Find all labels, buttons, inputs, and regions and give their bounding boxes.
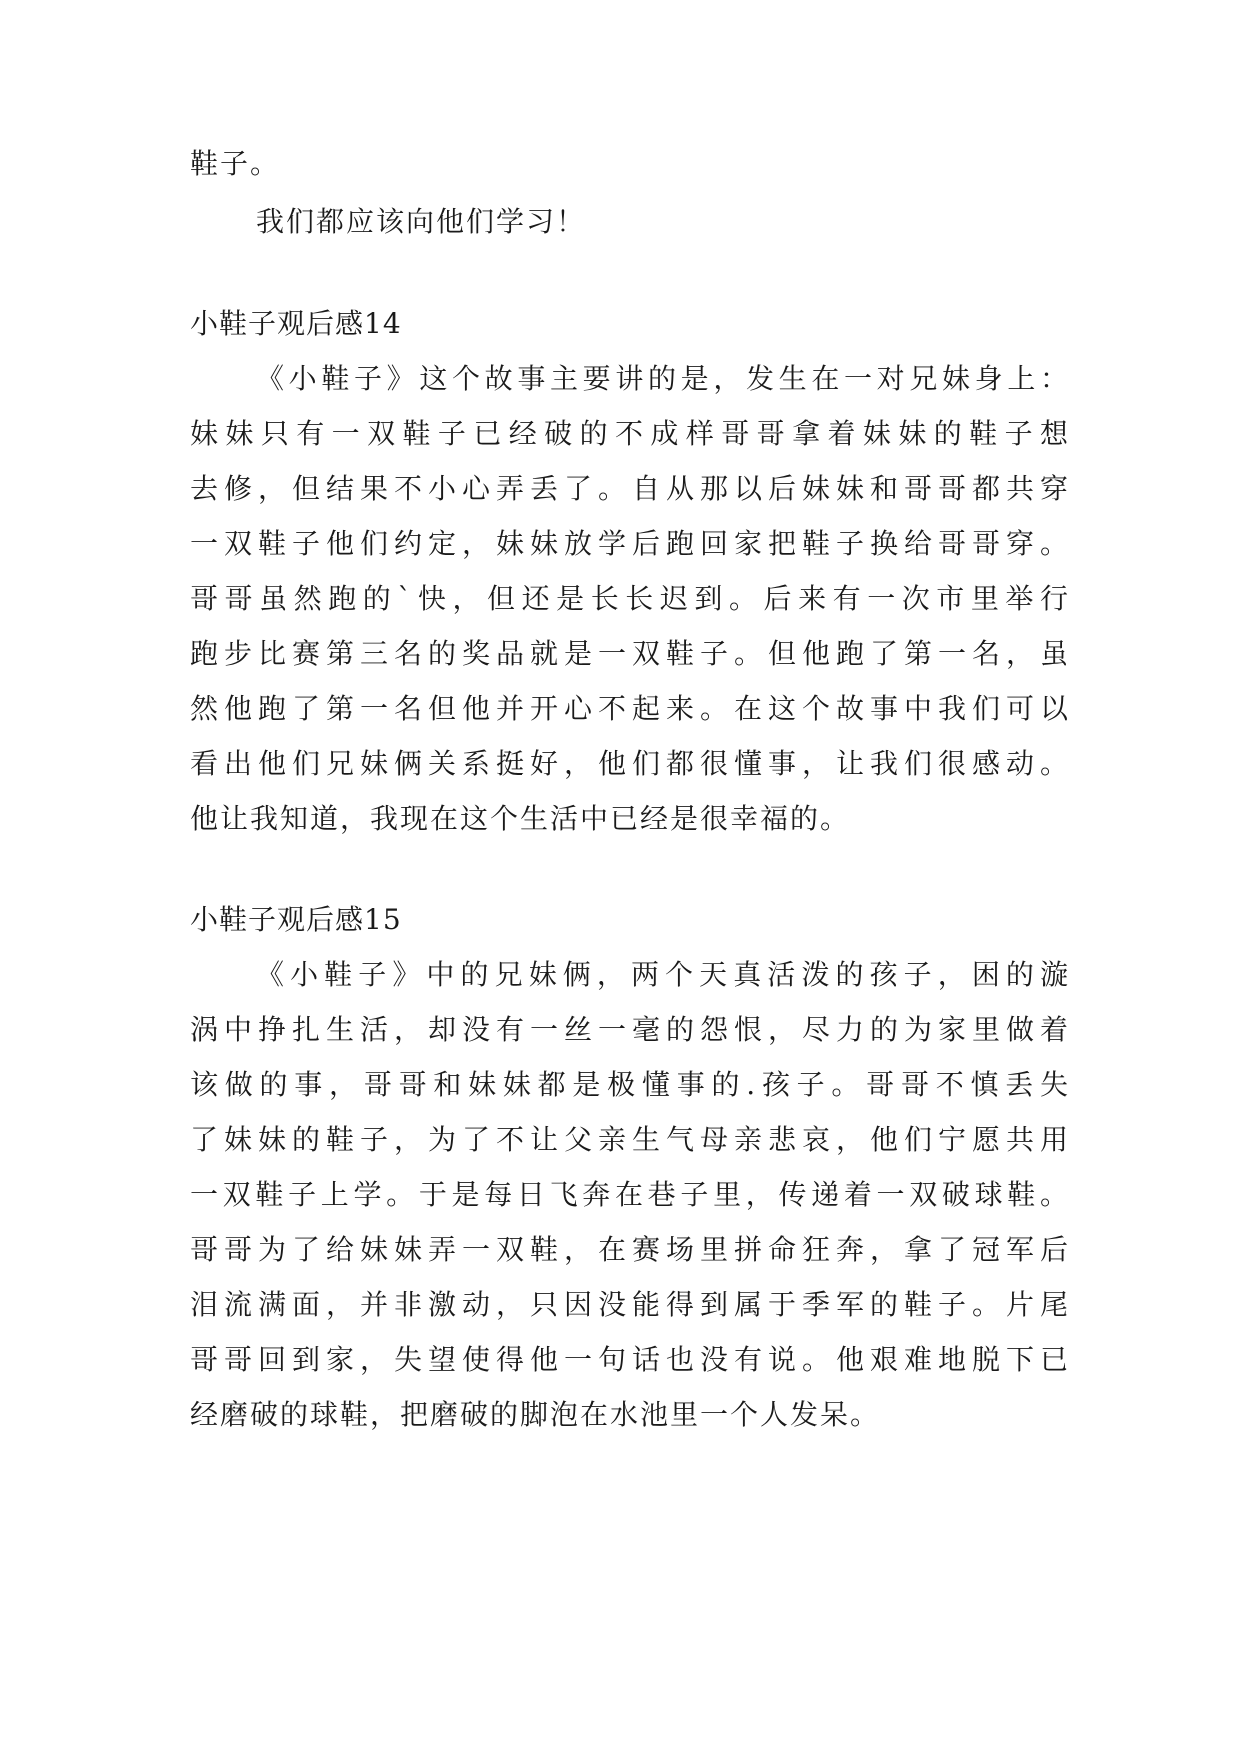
section-14-line: 妹妹只有一双鞋子已经破的不成样哥哥拿着妹妹的鞋子想 bbox=[190, 417, 1070, 450]
section-14-line: 跑步比赛第三名的奖品就是一双鞋子。但他跑了第一名，虽 bbox=[190, 637, 1070, 670]
section-14-line: 然他跑了第一名但他并开心不起来。在这个故事中我们可以 bbox=[190, 692, 1070, 725]
section-15-line: 哥哥为了给妹妹弄一双鞋，在赛场里拼命狂奔，拿了冠军后 bbox=[190, 1233, 1070, 1266]
section-15-line: 该做的事，哥哥和妹妹都是极懂事的.孩子。哥哥不慎丢失 bbox=[190, 1068, 1070, 1101]
section-14-line: 去修，但结果不小心弄丢了。自从那以后妹妹和哥哥都共穿 bbox=[190, 472, 1070, 505]
section-14-line: 一双鞋子他们约定，妹妹放学后跑回家把鞋子换给哥哥穿。 bbox=[190, 527, 1070, 560]
section-14-line: 哥哥虽然跑的`快，但还是长长迟到。后来有一次市里举行 bbox=[190, 582, 1070, 615]
section-15-line: 一双鞋子上学。于是每日飞奔在巷子里，传递着一双破球鞋。 bbox=[190, 1178, 1070, 1211]
section-15-line: 泪流满面，并非激动，只因没能得到属于季军的鞋子。片尾 bbox=[190, 1288, 1070, 1321]
section-15-line: 哥哥回到家，失望使得他一句话也没有说。他艰难地脱下已 bbox=[190, 1343, 1070, 1376]
section-14-line: 他让我知道，我现在这个生活中已经是很幸福的。 bbox=[190, 802, 851, 835]
section-15-line: 经磨破的球鞋，把磨破的脚泡在水池里一个人发呆。 bbox=[190, 1398, 881, 1431]
section-14-heading: 小鞋子观后感14 bbox=[190, 307, 402, 340]
section-14-line: 《小鞋子》这个故事主要讲的是，发生在一对兄妹身上： bbox=[256, 362, 1070, 395]
paragraph-continuation: 鞋子。 bbox=[190, 147, 281, 180]
section-15-line: 了妹妹的鞋子，为了不让父亲生气母亲悲哀，他们宁愿共用 bbox=[190, 1123, 1070, 1156]
section-14-line: 看出他们兄妹俩关系挺好，他们都很懂事，让我们很感动。 bbox=[190, 747, 1070, 780]
section-15-line: 《小鞋子》中的兄妹俩，两个天真活泼的孩子，困的漩 bbox=[256, 958, 1070, 991]
section-15-heading: 小鞋子观后感15 bbox=[190, 903, 402, 936]
section-15-line: 涡中挣扎生活，却没有一丝一毫的怨恨，尽力的为家里做着 bbox=[190, 1013, 1070, 1046]
paragraph-closing: 我们都应该向他们学习！ bbox=[256, 205, 587, 238]
